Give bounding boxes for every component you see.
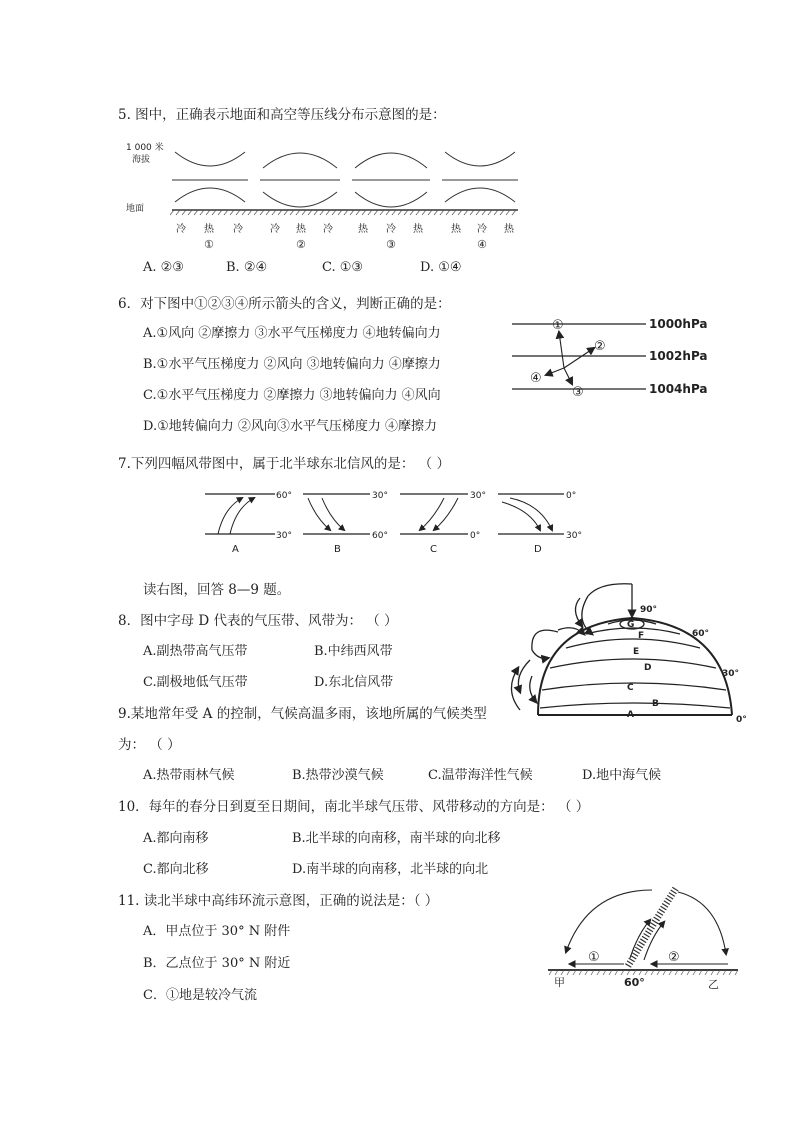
svg-text:0°: 0° [470, 531, 481, 541]
svg-text:A: A [232, 544, 239, 555]
q7-panel-d [498, 491, 582, 555]
svg-text:冷: 冷 [233, 224, 243, 235]
q8-option-a: A.副热带高气压带 [143, 644, 248, 659]
q8-stem: 8．图中字母 D 代表的气压带、风带为： （ ） [118, 613, 398, 629]
arrow-mark-1: ① [552, 318, 564, 333]
q6-option-d: D.①地转偏向力 ②风向③水平气压梯度力 ④摩擦力 [143, 419, 438, 434]
svg-text:E: E [633, 647, 640, 657]
svg-text:C: C [627, 683, 634, 693]
q7-figure [200, 484, 590, 559]
q8-option-d: D.东北信风带 [314, 675, 394, 690]
q11-stem: 11. 读北半球中高纬环流示意图，正确的说法是：（ ） [118, 893, 439, 909]
svg-text:0°: 0° [736, 715, 747, 725]
svg-text:G: G [627, 620, 635, 630]
q5-alt-label: 1 000 米 [126, 143, 164, 153]
q11-label-yi: 乙 [708, 978, 719, 991]
svg-text:30°: 30° [372, 491, 388, 501]
svg-text:0°: 0° [566, 491, 577, 501]
q11-circulation-figure [548, 880, 748, 990]
q11-mark-1: ① [588, 950, 600, 965]
svg-text:热: 热 [204, 224, 214, 235]
svg-text:冷: 冷 [477, 224, 487, 235]
q7-stem: 7.下列四幅风带图中，属于北半球东北信风的是： （ ） [118, 456, 450, 472]
q11-mark-2: ② [668, 950, 680, 965]
q11-option-c: C．①地是较冷气流 [143, 988, 257, 1003]
q7-panel-a [205, 491, 292, 555]
q10-option-b: B.北半球的向南移，南半球的向北移 [292, 831, 501, 846]
svg-text:热: 热 [413, 224, 423, 235]
q5-panel-4 [442, 152, 518, 202]
svg-text:热: 热 [358, 224, 368, 235]
q11-option-a: A．甲点位于 30° N 附件 [143, 924, 291, 939]
svg-text:冷: 冷 [270, 224, 280, 235]
q7-panel-c [400, 491, 486, 555]
svg-text:A: A [627, 710, 634, 720]
q6-stem: 6．对下图中①②③④所示箭头的含义，判断正确的是： [118, 296, 451, 312]
svg-text:C: C [430, 544, 437, 555]
svg-text:F: F [638, 631, 645, 641]
q10-option-d: D.南半球的向南移，北半球的向北 [292, 862, 489, 877]
globe-pressure-belt-figure [500, 580, 760, 725]
svg-text:30°: 30° [566, 531, 582, 541]
svg-text:30°: 30° [276, 531, 292, 541]
q11-option-b: B．乙点位于 30° N 附近 [143, 956, 291, 971]
svg-text:90°: 90° [640, 605, 658, 615]
svg-text:60°: 60° [372, 531, 388, 541]
q10-stem: 10．每年的春分日到夏至日期间，南北半球气压带、风带移动的方向是： （ ） [118, 799, 590, 815]
svg-text:冷: 冷 [386, 224, 396, 235]
q8-option-c: C.副极地低气压带 [143, 675, 248, 690]
q10-option-c: C.都向北移 [143, 862, 209, 877]
svg-text:热: 热 [296, 224, 306, 235]
q7-panel-b [303, 491, 388, 555]
q8-option-b: B.中纬西风带 [314, 644, 393, 659]
svg-text:60°: 60° [276, 491, 292, 501]
q5-option-d: D. ①④ [420, 260, 462, 275]
q6-figure [512, 312, 712, 402]
q6-option-c: C.①水平气压梯度力 ②摩擦力 ③地转偏向力 ④风向 [143, 388, 441, 403]
q5-option-c: C. ①③ [322, 260, 364, 275]
isobar-1000: 1000hPa [649, 317, 708, 331]
arrow-mark-2: ② [594, 339, 606, 354]
q5-num-1: ① [204, 238, 214, 251]
q5-ground-label: 地面 [126, 204, 145, 214]
q5-num-4: ④ [477, 238, 487, 251]
q6-option-b: B.①水平气压梯度力 ②风向 ③地转偏向力 ④摩擦力 [143, 357, 441, 372]
arrow-mark-4: ④ [530, 371, 542, 386]
svg-text:冷: 冷 [323, 224, 333, 235]
svg-text:30°: 30° [470, 491, 486, 501]
svg-text:B: B [334, 544, 341, 555]
q10-option-a: A.都向南移 [143, 831, 209, 846]
q9-option-b: B.热带沙漠气候 [292, 768, 384, 783]
q9-stem-line1: 9.某地常年受 A 的控制，气候高温多雨，该地所属的气候类型 [118, 706, 487, 722]
svg-text:热: 热 [504, 224, 514, 235]
q5-panel-2 [260, 153, 340, 207]
q5-figure [120, 140, 530, 260]
q5-num-3: ③ [386, 238, 396, 251]
svg-text:冷: 冷 [176, 224, 186, 235]
q9-stem-line2: 为： （ ） [118, 737, 181, 753]
q5-option-a: A. ②③ [143, 260, 184, 275]
q11-label-jia: 甲 [554, 976, 565, 989]
q5-option-b: B. ②④ [226, 260, 268, 275]
q5-panel-3 [352, 153, 430, 207]
q9-option-a: A.热带雨林气候 [143, 768, 235, 783]
svg-text:热: 热 [451, 224, 461, 235]
read-8-9-instruction: 读右图，回答 8—9 题。 [143, 582, 291, 598]
q6-option-a: A.①风向 ②摩擦力 ③水平气压梯度力 ④地转偏向力 [143, 326, 441, 341]
svg-text:D: D [534, 544, 542, 555]
svg-text:B: B [652, 699, 659, 709]
svg-text:30°: 30° [722, 669, 740, 679]
q5-alt-label2: 海拔 [132, 155, 151, 165]
q9-option-c: C.温带海洋性气候 [428, 768, 533, 783]
svg-text:D: D [644, 663, 652, 673]
q5-stem: 5. 图中，正确表示地面和高空等压线分布示意图的是： [118, 107, 446, 123]
q11-label-60: 60° [624, 976, 645, 989]
q9-option-d: D.地中海气候 [582, 768, 662, 783]
q5-num-2: ② [296, 238, 306, 251]
svg-text:60°: 60° [692, 629, 710, 639]
isobar-1002: 1002hPa [649, 349, 708, 363]
arrow-mark-3: ③ [572, 385, 584, 400]
q5-panel-1 [172, 152, 248, 202]
isobar-1004: 1004hPa [649, 382, 708, 396]
